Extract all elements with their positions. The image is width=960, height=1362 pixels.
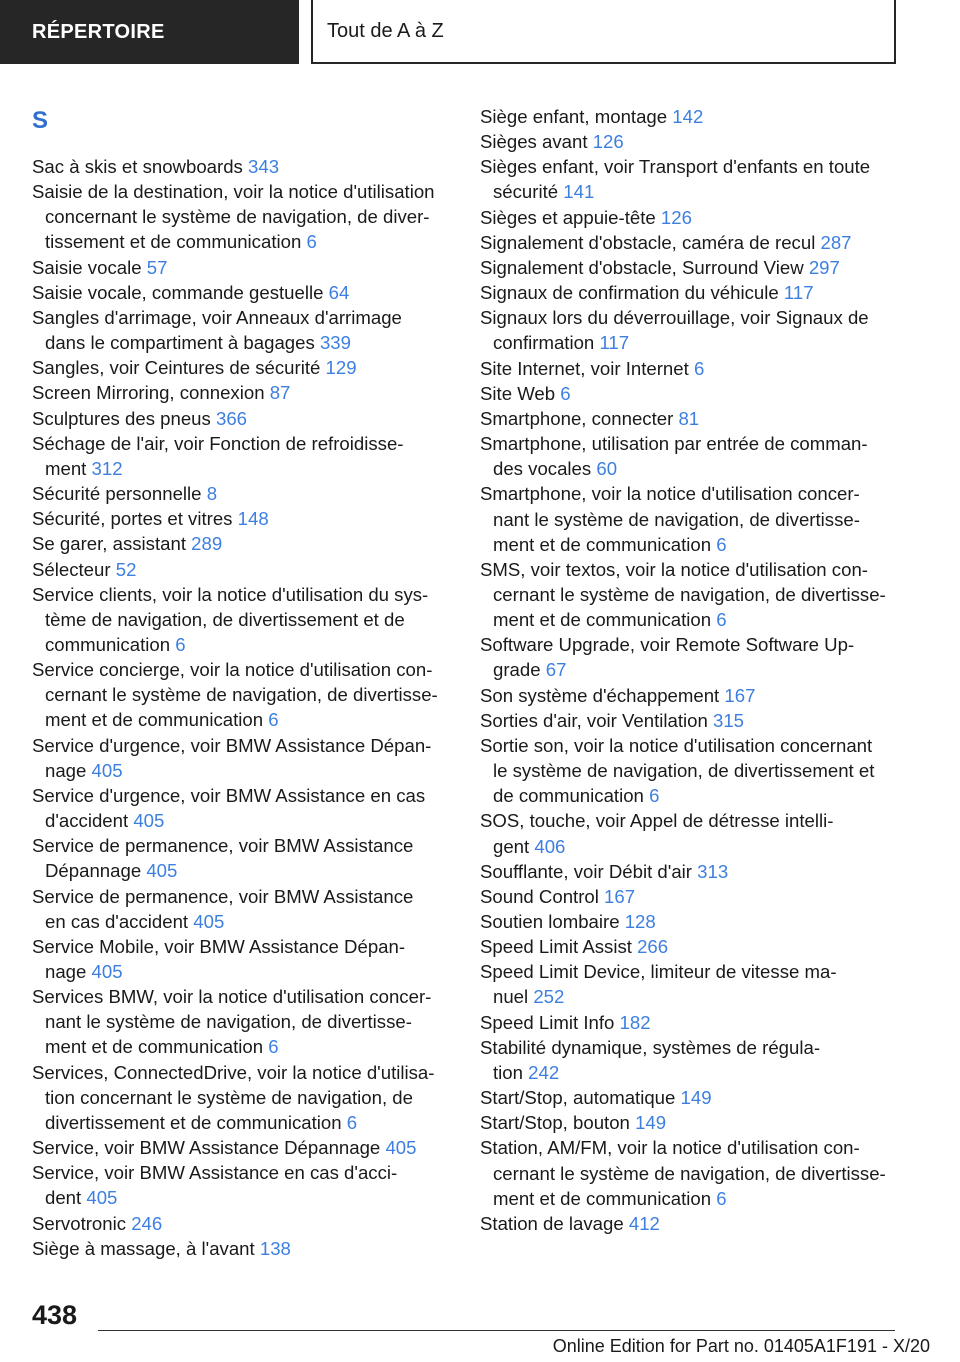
index-entry — [480, 959, 900, 1009]
index-entry-text: SMS, voir textos, voir la notice d'utilisation con‐ — [480, 558, 868, 580]
section-tab[interactable]: RÉPERTOIRE — [0, 0, 299, 64]
page-reference-link[interactable]: 405 — [193, 910, 225, 932]
page-reference-link[interactable]: 297 — [808, 256, 840, 278]
page-reference-link[interactable]: 128 — [624, 911, 656, 932]
page-reference-link[interactable]: 6 — [268, 709, 279, 731]
index-entry — [480, 1010, 900, 1035]
index-entry-text: Start/Stop, bouton — [480, 1112, 630, 1134]
index-entry — [480, 1085, 900, 1110]
page-reference-link[interactable]: 6 — [716, 1187, 727, 1209]
page-reference-link[interactable]: 405 — [146, 860, 178, 882]
index-entry-text: Servotronic — [32, 1212, 127, 1234]
footer-divider — [98, 1330, 895, 1331]
index-entry-text: Smartphone, voir la notice d'utilisation concer‐ — [480, 483, 860, 505]
index-entry-text: Service, voir BMW Assistance en cas d'acci‐ — [32, 1162, 398, 1184]
index-entry-text: Start/Stop, automatique — [480, 1087, 676, 1109]
index-entry-text: Services, ConnectedDrive, voir la notice d'utilisa‐ — [32, 1061, 435, 1083]
index-list-left — [32, 154, 452, 1261]
index-entry-text: Sorties d'air, voir Ventilation — [480, 709, 708, 731]
index-entry-text: Son système d'échappement — [480, 684, 720, 706]
index-entry-text: Saisie de la destination, voir la notice d'utilisation — [32, 181, 435, 203]
index-entry-text: tème de navigation, de divertissement et de — [45, 608, 405, 630]
page-reference-link[interactable]: 138 — [259, 1237, 291, 1259]
index-entry-text: Sangles d'arrimage, voir Anneaux d'arrimage — [32, 306, 402, 328]
index-entry — [32, 154, 452, 179]
index-entry — [32, 179, 452, 254]
index-entry-text: Service concierge, voir la notice d'utilisation con‐ — [32, 659, 433, 681]
index-entry-text: ment et de communication — [45, 1036, 264, 1058]
page-header — [0, 0, 960, 66]
index-entry-text: Sortie son, voir la notice d'utilisation concernant — [480, 734, 873, 756]
index-entry-text: Signaux lors du déverrouillage, voir Signaux de — [480, 307, 869, 329]
index-entry-text: Stabilité dynamique, systèmes de régula‐ — [480, 1036, 821, 1058]
index-entry — [32, 1211, 452, 1236]
index-entry-text: Sécurité, portes et vitres — [32, 508, 233, 530]
page-reference-link[interactable]: 141 — [563, 181, 595, 203]
page-reference-link[interactable]: 8 — [206, 483, 218, 505]
page-reference-link[interactable]: 129 — [325, 357, 357, 379]
index-entry-text: dent — [45, 1187, 82, 1209]
page-reference-link[interactable]: 246 — [131, 1212, 163, 1234]
index-entry-text: Speed Limit Device, limiteur de vitesse ma‐ — [480, 961, 837, 983]
page-reference-link[interactable]: 405 — [91, 759, 123, 781]
index-entry — [480, 230, 900, 255]
index-column-left — [32, 104, 452, 1261]
page-reference-link[interactable]: 252 — [533, 986, 565, 1008]
page-reference-link[interactable]: 117 — [599, 332, 630, 354]
index-entry-text: Séchage de l'air, voir Fonction de refroidisse‐ — [32, 432, 404, 454]
index-entry-text: Sound Control — [480, 885, 599, 907]
index-entry — [32, 431, 452, 481]
index-entry — [480, 632, 900, 682]
index-entry-text: Siège enfant, montage — [480, 106, 668, 127]
index-entry-text: confirmation — [493, 332, 595, 354]
index-entry — [480, 356, 900, 381]
index-entry-text: Speed Limit Info — [480, 1011, 615, 1033]
index-entry-text: concernant le système de navigation, de diver‐ — [45, 206, 430, 228]
index-entry — [480, 154, 900, 204]
index-entry — [32, 557, 452, 582]
page-reference-link[interactable]: 287 — [820, 231, 852, 253]
page-reference-link[interactable]: 142 — [672, 106, 704, 127]
index-entry — [480, 129, 900, 154]
index-entry-text: Service clients, voir la notice d'utilisation du sys‐ — [32, 583, 429, 605]
index-entry — [32, 355, 452, 380]
index-entry-text: ment — [45, 457, 87, 479]
page-reference-link[interactable]: 6 — [716, 533, 727, 555]
index-entry — [480, 481, 900, 556]
index-entry-text: tissement et de communication — [45, 231, 302, 253]
index-entry-text: de communication — [493, 785, 644, 807]
page-reference-link[interactable]: 87 — [269, 382, 291, 404]
index-entry-text: nage — [45, 759, 87, 781]
index-entry — [480, 808, 900, 858]
index-entry-text: le système de navigation, de divertissement et — [493, 760, 875, 782]
index-entry — [32, 255, 452, 280]
index-entry-text: Saisie vocale, commande gestuelle — [32, 281, 324, 303]
page-reference-link[interactable]: 57 — [146, 256, 168, 278]
index-entry — [32, 406, 452, 431]
index-entry — [480, 431, 900, 481]
index-entry-text: divertissement et de communication — [45, 1111, 342, 1133]
index-entry — [480, 255, 900, 280]
index-entry-text: Station de lavage — [480, 1212, 624, 1234]
index-entry — [480, 1211, 900, 1236]
index-entry — [32, 984, 452, 1059]
index-entry — [32, 934, 452, 984]
index-entry-text: Dépannage — [45, 860, 142, 882]
index-entry-text: Siège à massage, à l'avant — [32, 1237, 255, 1259]
index-entry-text: Sculptures des pneus — [32, 407, 211, 429]
page-reference-link[interactable]: 6 — [716, 609, 727, 631]
index-entry-text: Sièges avant — [480, 131, 588, 153]
index-entry — [32, 506, 452, 531]
index-entry — [32, 884, 452, 934]
index-entry — [480, 884, 900, 909]
index-entry — [32, 1135, 452, 1160]
index-entry — [32, 582, 452, 657]
index-entry-text: nuel — [493, 986, 529, 1008]
index-entry-text: ment et de communication — [45, 709, 264, 731]
index-entry — [480, 406, 900, 431]
page-reference-link[interactable]: 339 — [319, 332, 351, 354]
index-entry — [480, 1110, 900, 1135]
index-entry-text: nant le système de navigation, de divertisse‐ — [493, 508, 860, 530]
index-entry-text: Signaux de confirmation du véhicule — [480, 282, 779, 304]
index-entry-text: Service, voir BMW Assistance Dépannage — [32, 1137, 381, 1159]
page-reference-link[interactable]: 6 — [649, 785, 660, 807]
page-reference-link[interactable]: 312 — [91, 457, 123, 479]
index-entry — [480, 280, 900, 305]
page-reference-link[interactable]: 126 — [660, 206, 692, 228]
index-entry — [32, 783, 452, 833]
page-number: 438 — [32, 1300, 78, 1330]
page-reference-link[interactable]: 405 — [86, 1187, 118, 1209]
index-entry-text: Sac à skis et snowboards — [32, 156, 243, 177]
page-reference-link[interactable]: 182 — [619, 1011, 651, 1033]
page-reference-link[interactable]: 81 — [678, 407, 700, 429]
page-reference-link[interactable]: 6 — [346, 1111, 358, 1133]
page-reference-link[interactable]: 366 — [216, 407, 248, 429]
index-entry-text: gent — [493, 835, 530, 857]
index-entry-text: Sélecteur — [32, 558, 111, 580]
page-reference-link[interactable]: 412 — [628, 1212, 660, 1234]
page-reference-link[interactable]: 6 — [268, 1036, 279, 1058]
index-entry-text: tion concernant le système de navigation, de — [45, 1086, 413, 1108]
index-entry — [32, 733, 452, 783]
page-reference-link[interactable]: 242 — [528, 1061, 560, 1083]
index-entry-text: Service Mobile, voir BMW Assistance Dépan‐ — [32, 935, 406, 957]
index-entry-text: Service de permanence, voir BMW Assistance — [32, 835, 414, 857]
index-entry-text: Smartphone, connecter — [480, 407, 674, 429]
index-entry — [480, 305, 900, 355]
index-entry-text: Software Upgrade, voir Remote Software Up‐ — [480, 634, 855, 656]
page-reference-link[interactable]: 64 — [328, 281, 350, 303]
index-entry — [32, 531, 452, 556]
index-entry — [32, 380, 452, 405]
index-entry-text: sécurité — [493, 181, 559, 203]
index-entry-text: Smartphone, utilisation par entrée de comman‐ — [480, 433, 868, 455]
index-entry-text: Screen Mirroring, connexion — [32, 382, 265, 404]
page-reference-link[interactable]: 167 — [604, 885, 636, 907]
index-entry-text: Service d'urgence, voir BMW Assistance en cas — [32, 784, 426, 806]
page-reference-link[interactable]: 6 — [693, 357, 705, 379]
index-entry — [480, 557, 900, 632]
page-reference-link[interactable]: 149 — [680, 1087, 712, 1109]
index-entry-text: ment et de communication — [493, 1187, 712, 1209]
page-reference-link[interactable]: 149 — [635, 1112, 667, 1134]
index-entry-text: Soutien lombaire — [480, 911, 620, 932]
index-entry — [480, 859, 900, 884]
index-entry-text: Service d'urgence, voir BMW Assistance Dépan‐ — [32, 734, 432, 756]
index-entry — [32, 1160, 452, 1210]
page-reference-link[interactable]: 126 — [592, 131, 624, 153]
index-entry-text: ment et de communication — [493, 609, 712, 631]
index-entry-text: Sièges et appuie-tête — [480, 206, 656, 228]
page-reference-link[interactable]: 148 — [237, 508, 269, 530]
index-entry-text: Station, AM/FM, voir la notice d'utilisation con‐ — [480, 1137, 860, 1159]
index-entry — [32, 280, 452, 305]
index-entry-text: Saisie vocale — [32, 256, 142, 278]
page-reference-link[interactable]: 52 — [115, 558, 137, 580]
page-reference-link[interactable]: 67 — [545, 659, 567, 681]
index-entry — [32, 833, 452, 883]
index-letter-heading: S — [32, 107, 49, 134]
page-reference-link[interactable]: 405 — [91, 961, 123, 982]
page-reference-link[interactable]: 289 — [191, 533, 223, 555]
index-entry-text: ment et de communication — [493, 533, 712, 555]
index-entry-text: Soufflante, voir Débit d'air — [480, 860, 692, 882]
index-entry-text: Signalement d'obstacle, Surround View — [480, 256, 804, 278]
page-reference-link[interactable]: 343 — [248, 156, 280, 177]
page-reference-link[interactable]: 406 — [534, 835, 566, 857]
index-entry — [480, 934, 900, 959]
page-reference-link[interactable]: 405 — [385, 1137, 417, 1159]
index-list-right — [480, 104, 900, 1236]
index-entry — [480, 205, 900, 230]
index-entry-text: en cas d'accident — [45, 910, 189, 932]
index-entry-text: communication — [45, 633, 171, 655]
page-reference-link[interactable]: 6 — [175, 633, 186, 655]
section-title-tab: Tout de A à Z — [311, 0, 896, 64]
index-entry-text: Sièges enfant, voir Transport d'enfants en toute — [480, 156, 871, 178]
index-entry — [480, 381, 900, 406]
index-entry-text: SOS, touche, voir Appel de détresse intelli‐ — [480, 810, 834, 832]
index-entry-text: cernant le système de navigation, de divertisse‐ — [45, 684, 438, 706]
index-entry — [32, 1236, 452, 1261]
index-entry — [480, 1135, 900, 1210]
index-entry — [32, 481, 452, 506]
index-entry-text: dans le compartiment à bagages — [45, 332, 315, 354]
index-entry-text: Service de permanence, voir BMW Assistance — [32, 885, 414, 907]
index-entry-text: cernant le système de navigation, de divertisse‐ — [493, 583, 886, 605]
page-reference-link[interactable]: 6 — [306, 231, 317, 253]
index-entry-text: d'accident — [45, 810, 129, 832]
page-reference-link[interactable]: 315 — [713, 709, 745, 731]
index-entry-text: grade — [493, 659, 541, 681]
page-reference-link[interactable]: 117 — [783, 282, 814, 304]
index-entry-text: Services BMW, voir la notice d'utilisation concer‐ — [32, 986, 432, 1008]
index-column-right — [480, 104, 900, 1236]
page-reference-link[interactable]: 313 — [697, 860, 729, 882]
index-entry-text: Sécurité personnelle — [32, 483, 202, 505]
index-entry-text: Speed Limit Assist — [480, 936, 632, 958]
page-reference-link[interactable]: 266 — [637, 936, 669, 958]
index-entry-text: des vocales — [493, 458, 592, 480]
index-entry-text: Sangles, voir Ceintures de sécurité — [32, 357, 321, 379]
index-entry — [480, 733, 900, 808]
index-entry — [32, 657, 452, 732]
page-reference-link[interactable]: 6 — [560, 382, 571, 404]
index-entry — [480, 683, 900, 708]
page-reference-link[interactable]: 60 — [596, 458, 618, 480]
index-entry — [480, 1035, 900, 1085]
index-entry-text: Site Internet, voir Internet — [480, 357, 689, 379]
index-entry — [32, 1060, 452, 1135]
page-reference-link[interactable]: 405 — [133, 810, 165, 832]
index-entry-text: Site Web — [480, 382, 556, 404]
index-entry-text: Se garer, assistant — [32, 533, 186, 555]
index-entry — [32, 305, 452, 355]
index-entry-text: nage — [45, 961, 87, 982]
index-entry-text: cernant le système de navigation, de divertisse‐ — [493, 1162, 886, 1184]
index-entry — [480, 104, 900, 129]
index-entry — [480, 708, 900, 733]
index-entry-text: Signalement d'obstacle, caméra de recul — [480, 231, 816, 253]
index-entry-text: tion — [493, 1061, 523, 1083]
edition-footer: Online Edition for Part no. 01405A1F191 - X/20 — [552, 1336, 930, 1356]
index-entry-text: nant le système de navigation, de divertisse‐ — [45, 1011, 412, 1033]
page-reference-link[interactable]: 167 — [724, 684, 756, 706]
index-entry — [480, 909, 900, 934]
